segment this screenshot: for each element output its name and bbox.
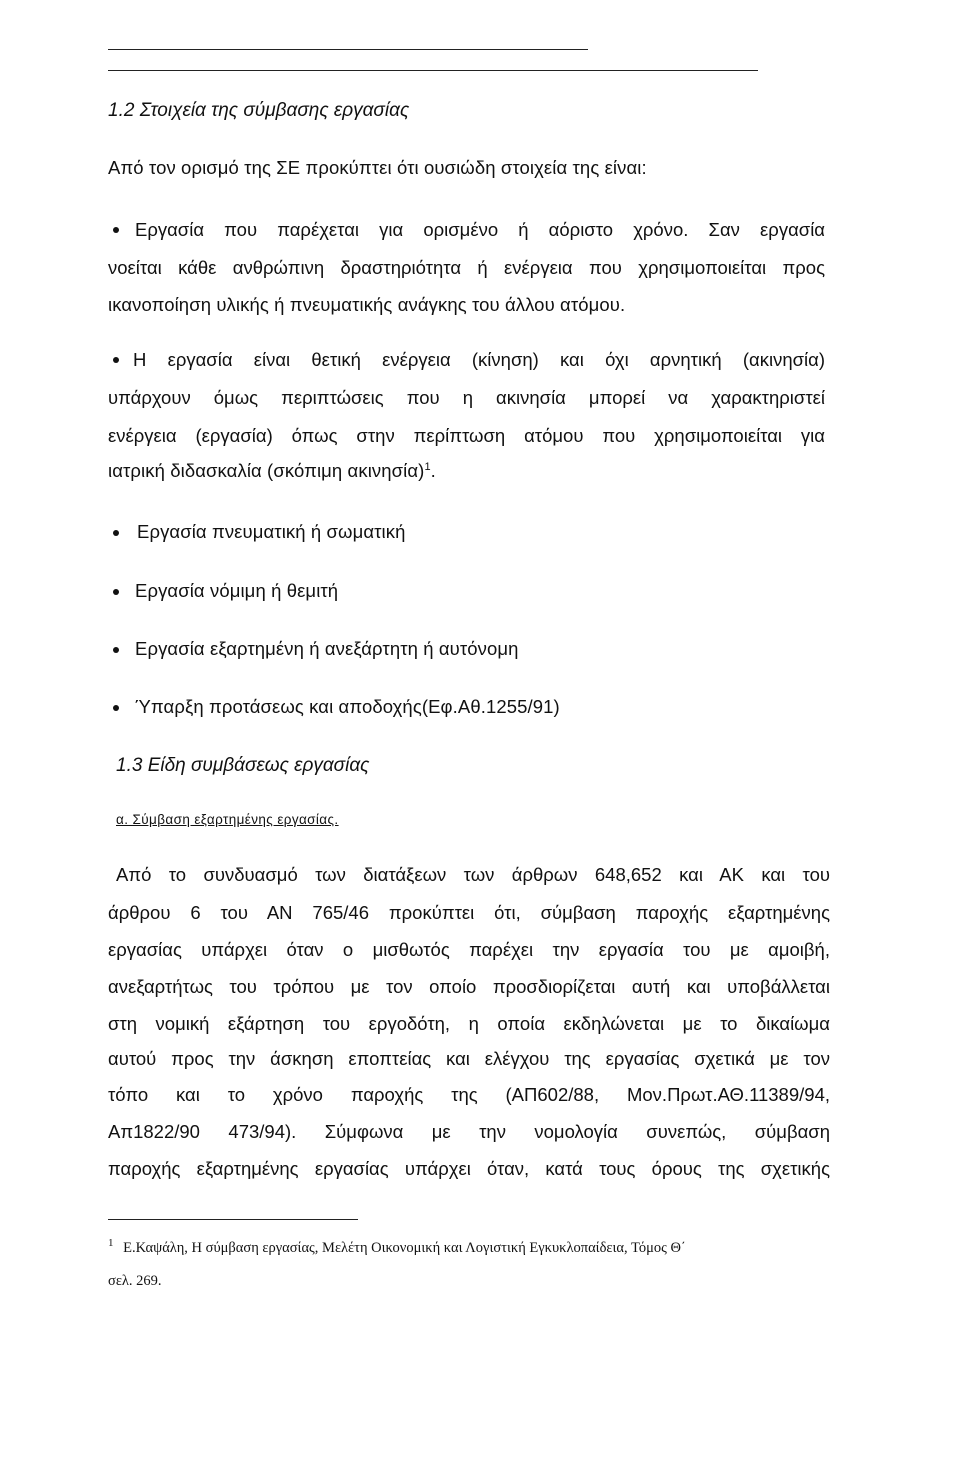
paragraph-line: Από το συνδυασμό των διατάξεων των άρθρων 648,652 και ΑΚ και του bbox=[116, 864, 830, 885]
footnote-line-1 bbox=[108, 1237, 686, 1257]
bullet-1-line-1: Εργασία που παρέχεται για ορισμένο ή αόριστο χρόνο. Σαν εργασία bbox=[135, 219, 825, 240]
paragraph-line: Απ1822/90 473/94). Σύμφωνα με την νομολογία συνεπώς, σύμβαση bbox=[108, 1121, 830, 1142]
header-rule-top bbox=[108, 49, 588, 50]
paragraph-line: στη νομική εξάρτηση του εργοδότη, η οποία εκδηλώνεται με το δικαίωμα bbox=[108, 1013, 830, 1034]
bullet-dot bbox=[113, 357, 119, 363]
bullet-5: Εργασία εξαρτημένη ή ανεξάρτητη ή αυτόνομη bbox=[135, 638, 519, 659]
bullet-2-line-3: ενέργεια (εργασία) όπως στην περίπτωση ατόμου που χρησιμοποιείται για bbox=[108, 425, 825, 446]
bullet-2-line-1: Η εργασία είναι θετική ενέργεια (κίνηση) και όχι αρνητική (ακινησία) bbox=[133, 349, 825, 370]
paragraph-line: παροχής εξαρτημένης εργασίας υπάρχει όταν, κατά τους όρους της σχετικής bbox=[108, 1158, 830, 1179]
bullet-2-line-4-end: . bbox=[430, 460, 436, 481]
header-rule-bottom bbox=[108, 70, 758, 71]
paragraph-line: τόπο και το χρόνο παροχής της (ΑΠ602/88, Μον.Πρωτ.ΑΘ.11389/94, bbox=[108, 1084, 830, 1105]
bullet-1-line-3: ικανοποίηση υλικής ή πνευματικής ανάγκης του άλλου ατόμου. bbox=[108, 294, 626, 315]
footnote-line-2: σελ. 269. bbox=[108, 1273, 162, 1289]
footnote-number: 1 bbox=[108, 1237, 114, 1250]
bullet-dot bbox=[113, 530, 119, 536]
bullet-6: Ύπαρξη προτάσεως και αποδοχής(Εφ.Αθ.1255/91) bbox=[135, 696, 560, 717]
bullet-2-line-2: υπάρχουν όμως περιπτώσεις που η ακινησία μπορεί να χαρακτηριστεί bbox=[108, 387, 825, 408]
bullet-dot bbox=[113, 589, 119, 595]
subsection-heading-a: α. Σύμβαση εξαρτημένης εργασίας. bbox=[116, 812, 339, 827]
bullet-2-line-4-text: ιατρική διδασκαλία (σκόπιμη ακινησία) bbox=[108, 460, 425, 481]
bullet-4: Εργασία νόμιμη ή θεμιτή bbox=[135, 580, 339, 601]
bullet-dot bbox=[113, 227, 119, 233]
footnote-text: Ε.Καψάλη, Η σύμβαση εργασίας, Μελέτη Οικονομική και Λογιστική Εγκυκλοπαίδεια, Τόμος Θ΄ bbox=[123, 1240, 686, 1256]
paragraph-line: ανεξαρτήτως του τρόπου με τον οποίο προσδιορίζεται αυτή και υποβάλλεται bbox=[108, 976, 830, 997]
paragraph-line: αυτού προς την άσκηση εποπτείας και ελέγχου της εργασίας σχετικά με τον bbox=[108, 1048, 830, 1069]
bullet-dot bbox=[113, 647, 119, 653]
bullet-1-line-2: νοείται κάθε ανθρώπινη δραστηριότητα ή ενέργεια που χρησιμοποιείται προς bbox=[108, 257, 825, 278]
bullet-2-line-4 bbox=[108, 460, 436, 482]
footnote-ref[interactable]: 1 bbox=[424, 460, 431, 473]
section-heading-1-2: 1.2 Στοιχεία της σύμβασης εργασίας bbox=[108, 100, 410, 121]
paragraph-line: εργασίας υπάρχει όταν ο μισθωτός παρέχει την εργασία του με αμοιβή, bbox=[108, 939, 830, 960]
bullet-3: Εργασία πνευματική ή σωματική bbox=[137, 521, 406, 542]
bullet-dot bbox=[113, 705, 119, 711]
intro-text: Από τον ορισμό της ΣΕ προκύπτει ότι ουσιώδη στοιχεία της είναι: bbox=[108, 157, 647, 178]
footnote-separator bbox=[108, 1219, 358, 1220]
paragraph-line: άρθρου 6 του ΑΝ 765/46 προκύπτει ότι, σύμβαση παροχής εξαρτημένης bbox=[108, 902, 830, 923]
section-heading-1-3: 1.3 Είδη συμβάσεως εργασίας bbox=[116, 755, 370, 776]
